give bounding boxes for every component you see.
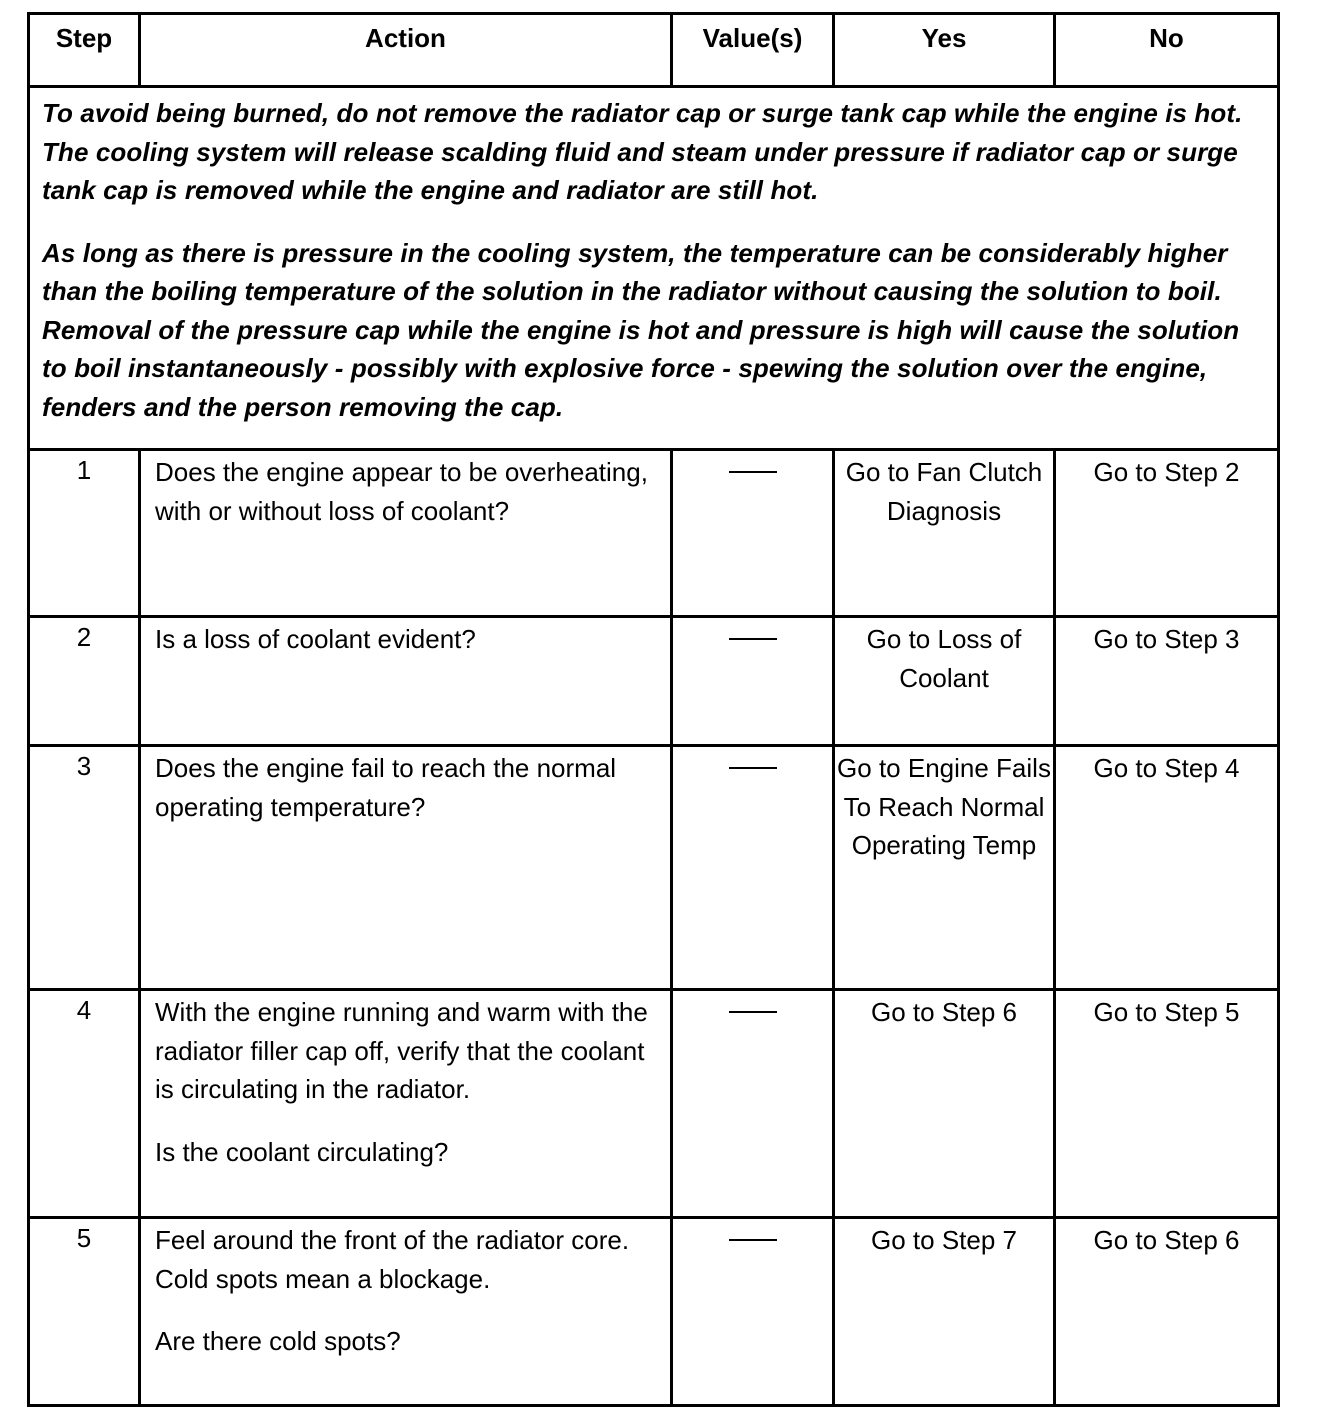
table-row (29, 450, 1279, 617)
no-cell: Go to Step 4 (1055, 746, 1279, 990)
table-row (29, 746, 1279, 990)
warning-paragraph-2: As long as there is pressure in the cooling system, the temperature can be considerably higher than the boiling temperature of the solution in the radiator without causing the solution to boil. Removal of the pressure cap while the engine is hot and pressure is high will cause the solution to boil instantaneously - possibly with explosive force - spewing the solution over the engine, fenders and the person removing the cap. (42, 237, 1240, 422)
warning-cell (29, 87, 1279, 450)
action-cell (140, 450, 672, 617)
value-blank (729, 471, 777, 473)
action-cell (140, 617, 672, 746)
header-step: Step (29, 14, 140, 87)
header-row (29, 14, 1279, 87)
no-cell: Go to Step 6 (1055, 1218, 1279, 1406)
table-row (29, 990, 1279, 1218)
warning-row (29, 87, 1279, 450)
no-cell: Go to Step 3 (1055, 617, 1279, 746)
action-text: With the engine running and warm with the radiator filler cap off, verify that the coolant is circulating in the radiator. (155, 997, 648, 1104)
header-yes: Yes (834, 14, 1055, 87)
yes-cell: Go to Loss of Coolant (834, 617, 1055, 746)
warning-paragraph-1: To avoid being burned, do not remove the radiator cap or surge tank cap while the engine is hot. The cooling system will release scalding fluid and steam under pressure if radiator cap or surge tank cap is removed while the engine and radiator are still hot. (42, 98, 1243, 205)
yes-cell: Go to Fan Clutch Diagnosis (834, 450, 1055, 617)
value-cell (672, 990, 834, 1218)
action-question: Is the coolant circulating? (155, 1136, 449, 1167)
action-text: Does the engine appear to be overheating, with or without loss of coolant? (155, 457, 648, 526)
header-values: Value(s) (672, 14, 834, 87)
yes-cell: Go to Engine Fails To Reach Normal Operating Temp (834, 746, 1055, 990)
yes-cell: Go to Step 6 (834, 990, 1055, 1218)
step-number: 1 (29, 450, 140, 617)
action-cell (140, 990, 672, 1218)
yes-cell: Go to Step 7 (834, 1218, 1055, 1406)
step-number: 5 (29, 1218, 140, 1406)
value-cell (672, 1218, 834, 1406)
header-action: Action (140, 14, 672, 87)
no-cell: Go to Step 5 (1055, 990, 1279, 1218)
header-no: No (1055, 14, 1279, 87)
value-cell (672, 450, 834, 617)
diagnostic-table (27, 12, 1280, 1407)
table-row (29, 1218, 1279, 1406)
action-cell (140, 746, 672, 990)
action-question: Are there cold spots? (155, 1326, 401, 1356)
action-text: Feel around the front of the radiator core. Cold spots mean a blockage. (155, 1225, 630, 1294)
action-text: Is a loss of coolant evident? (155, 624, 476, 654)
step-number: 2 (29, 617, 140, 746)
step-number: 4 (29, 990, 140, 1218)
value-cell (672, 617, 834, 746)
no-cell: Go to Step 2 (1055, 450, 1279, 617)
step-number: 3 (29, 746, 140, 990)
value-blank (729, 767, 777, 769)
action-cell (140, 1218, 672, 1406)
value-blank (729, 638, 777, 640)
value-blank (729, 1011, 777, 1013)
value-cell (672, 746, 834, 990)
value-blank (729, 1239, 777, 1241)
table-row (29, 617, 1279, 746)
action-text: Does the engine fail to reach the normal operating temperature? (155, 753, 617, 822)
